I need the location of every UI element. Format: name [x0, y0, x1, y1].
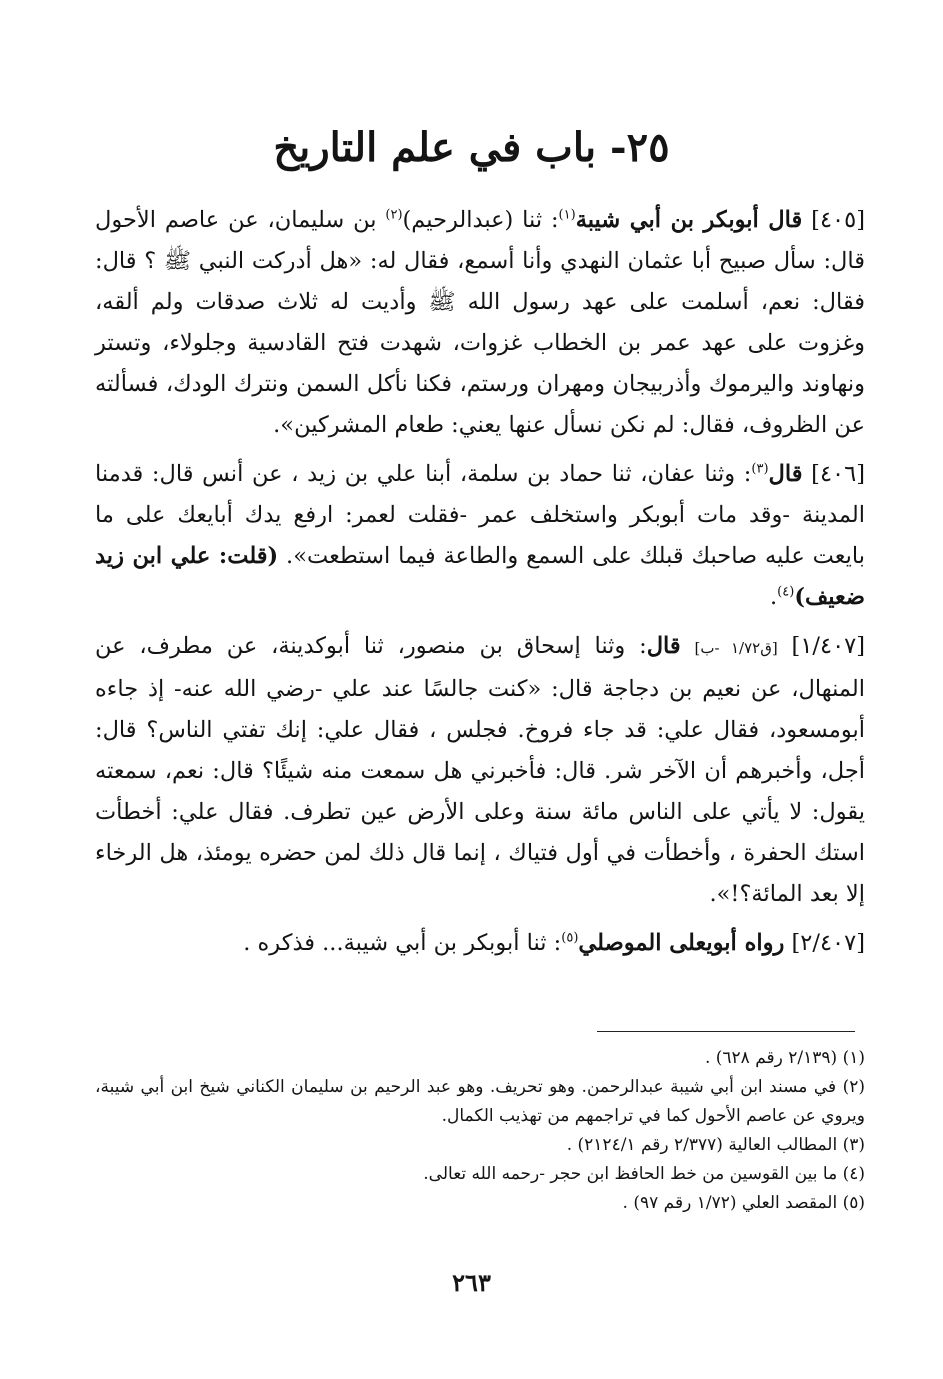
narrator-heading: قال أبوبكر بن أبي شيبة — [575, 207, 803, 233]
footnote: (١) (٢/١٣٩ رقم ٦٢٨) . — [704, 1048, 865, 1068]
hadith-number: [٤٠٦] — [811, 461, 865, 487]
hadith-406 — [95, 454, 865, 618]
footnote-ref-1: (١) — [558, 207, 576, 223]
page-number: ٢٦٣ — [452, 1268, 491, 1297]
footnote-ref-4: (٤) — [777, 584, 795, 600]
hadith-407-1 — [95, 626, 865, 915]
narrator-heading: رواه أبويعلى الموصلي — [578, 930, 785, 956]
footnotes — [95, 1044, 865, 1218]
footnote-ref-3: (٣) — [751, 461, 769, 477]
hadith-number: [١/٤٠٧] — [791, 633, 866, 659]
footnote: (٤) ما بين القوسين من خط الحافظ ابن حجر -رحمه الله تعالى. — [423, 1164, 865, 1184]
hadith-text: : ثنا أبوبكر بن أبي شيبة... فذكره . — [243, 930, 562, 956]
footnote-divider — [597, 1031, 855, 1032]
footnote: (٣) المطالب العالية (٢/٣٧٧ رقم ٢١٢٤/١) . — [566, 1135, 865, 1155]
hadith-text: . — [770, 584, 778, 610]
hadith-407-2 — [95, 923, 865, 964]
narrator-heading: قال — [646, 633, 681, 659]
hadith-number: [٢/٤٠٧] — [791, 930, 865, 956]
narrator-heading: قال — [768, 461, 803, 487]
footnote: (٢) في مسند ابن أبي شيبة عبدالرحمن. وهو تحريف. وهو عبد الرحيم بن سليمان الكناني شيخ ابن أبي شيبة، ويروي عن عاصم الأحول كما في تراجمهم من تهذيب الكمال. — [95, 1077, 865, 1126]
hadith-405 — [95, 200, 865, 446]
footnote-ref-5: (٥) — [561, 930, 579, 946]
hadith-text: : وثنا إسحاق بن منصور، ثنا أبوكدينة، عن مطرف، عن المنهال، عن نعيم بن دجاجة قال: «كنت جالسًا عند علي -رضي الله عنه- إذ جاءه أبومسعود، فقال علي: قد جاء فروخ. فجلس ، فقال علي: إنك تفتي الناس؟ قال: أجل، وأخبرهم أن الآخر شر. قال: فأخبرني هل سمعت منه شيئًا؟ قال: نعم، سمعته يقول: لا يأتي على الناس مائة سنة وعلى الأرض عين تطرف. فقال علي: أخطأت استك الحفرة ، وأخطأت في أول فتياك ، إنما قال ذلك لمن حضره يومئذ، هل الرخاء إلا بعد المائة؟!». — [95, 633, 865, 907]
chapter-title: ٢٥- باب في علم التاريخ — [273, 124, 670, 171]
main-text — [95, 200, 865, 972]
hadith-text: بن سليمان، عن عاصم الأحول قال: سأل صبيح أبا عثمان النهدي وأنا أسمع، فقال له: «هل أدركت النبي ﷺ ؟ قال: فقال: نعم، أسلمت على عهد رسول الله ﷺ وأديت له ثلاث صدقات ولم ألقه، وغزوت على عهد عمر بن الخطاب غزوات، شهدت فتح القادسية وجلولاء، وتستر ونهاوند واليرموك وأذربيجان ومهران ورستم، فكنا نأكل السمن ونترك الودك، فسألته عن الظروف، فقال: لم نكن نسأل عنها يعني: طعام المشركين». — [95, 207, 865, 438]
hadith-text: : ثنا (عبدالرحيم) — [402, 207, 559, 233]
hadith-text: : وثنا عفان، ثنا حماد بن سلمة، أبنا علي بن زيد ، عن أنس قال: قدمنا المدينة -وقد مات أبوبكر واستخلف عمر -فقلت لعمر: ارفع يدك أبايعك على ما بايعت عليه صاحبك قبلك على السمع والطاعة فيما استطعت». — [95, 461, 865, 569]
hadith-number: [٤٠٥] — [811, 207, 865, 233]
footnote: (٥) المقصد العلي (١/٧٢ رقم ٩٧) . — [622, 1193, 865, 1213]
editor-note: (قلت: علي ابن زيد ضعيف) — [95, 543, 865, 610]
manuscript-ref: [ق١/٧٢ -ب] — [694, 639, 778, 657]
footnote-ref-2: (٢) — [385, 207, 403, 223]
